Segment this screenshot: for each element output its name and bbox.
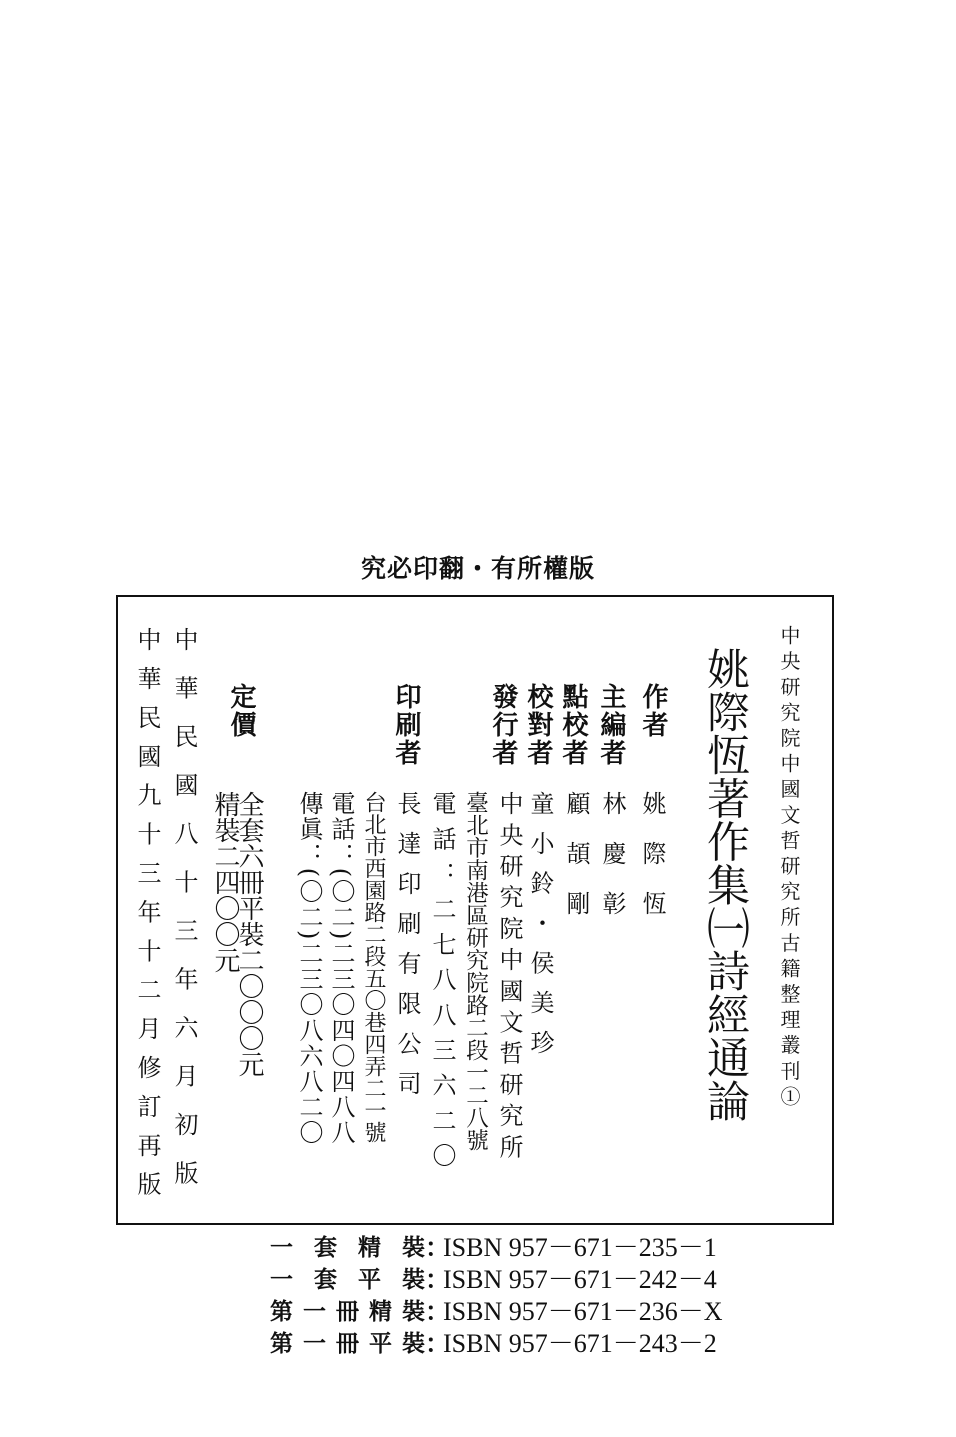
isbn-number: ISBN 957－671－236－X: [443, 1297, 723, 1326]
revised-edition-date: 中華民國九十三年十二月修訂再版: [133, 627, 161, 1211]
isbn-label: 第一冊平裝: [270, 1331, 425, 1357]
isbn-label: 第一冊精裝: [270, 1299, 425, 1325]
first-edition-date: 中華民國八十三年六月初版: [170, 627, 198, 1209]
editor-label: 主編者: [596, 683, 626, 767]
isbn-label: 一套平裝: [270, 1267, 425, 1293]
punctuator-label: 點校者: [558, 683, 588, 767]
price-paperback: 全套六冊平裝二〇〇〇元: [234, 791, 264, 1077]
isbn-colon: ：: [425, 1297, 451, 1326]
isbn-label: 一套精裝: [270, 1235, 425, 1261]
isbn-colon: ：: [425, 1329, 451, 1358]
printer-fax: 傳眞：(〇二)二三〇八六八二〇: [295, 791, 323, 1146]
isbn-number: ISBN 957－671－242－4: [443, 1265, 717, 1294]
isbn-row: [270, 1328, 790, 1360]
printer-phone: 電話：(〇二)二三〇四〇四八八: [327, 791, 355, 1146]
publisher-name: 中央研究院中國文哲研究所: [495, 791, 523, 1166]
publisher-address: 臺北市南港區研究院路二段一二八號: [462, 791, 489, 1151]
publisher-phone: 電話：二七八八三六二〇: [428, 791, 456, 1179]
printer-name: 長達印刷有限公司: [393, 791, 421, 1111]
isbn-number: ISBN 957－671－235－1: [443, 1233, 717, 1262]
price-hardcover: 精裝二四〇〇元: [210, 791, 240, 973]
isbn-row: [270, 1232, 790, 1264]
author-label: 作者: [638, 683, 668, 739]
price-label: 定價: [226, 683, 256, 739]
punctuator-name: 顧頡剛: [562, 791, 590, 941]
book-title: 姚際恆著作集㈠詩經通論: [700, 647, 750, 1123]
editor-name: 林慶彰: [598, 791, 626, 941]
proofreader-label: 校對者: [523, 683, 553, 767]
isbn-colon: ：: [425, 1233, 451, 1262]
isbn-colon: ：: [425, 1265, 451, 1294]
publisher-label: 發行者: [488, 683, 518, 767]
isbn-number: ISBN 957－671－243－2: [443, 1329, 717, 1358]
printer-label: 印刷者: [391, 683, 421, 767]
proofreader-names: 童小鈴・侯美珍: [526, 791, 554, 1070]
copyright-notice: 究必印翻・有所權版: [360, 554, 595, 583]
author-name: 姚際恆: [638, 791, 666, 941]
series-title: 中央研究院中國文哲研究所古籍整理叢刊①: [777, 625, 801, 1112]
isbn-row: [270, 1264, 790, 1296]
isbn-list: [270, 1232, 790, 1360]
printer-address: 台北市西園路二段五〇巷四弄二一號: [361, 791, 386, 1143]
isbn-row: [270, 1296, 790, 1328]
